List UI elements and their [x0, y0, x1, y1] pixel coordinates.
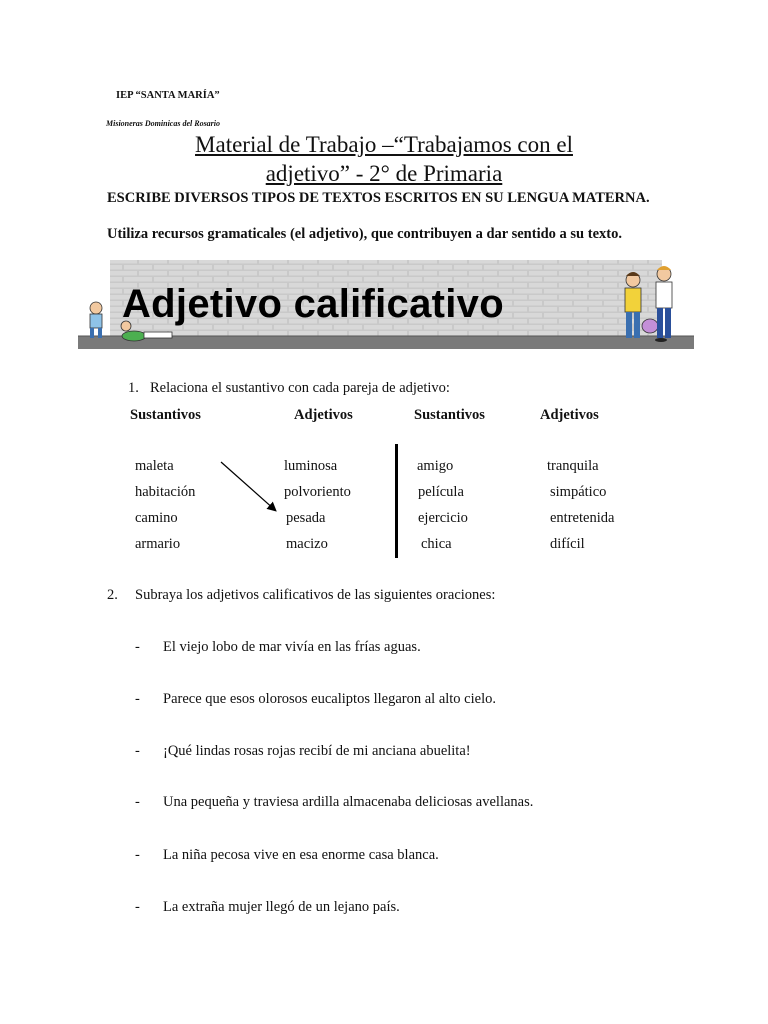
exercise-1-text: Relaciona el sustantivo con cada pareja de adjetivo: — [150, 380, 450, 396]
title-line-2: adjetivo” - 2° de Primaria — [265, 161, 503, 186]
religious-order: Misioneras Dominicas del Rosario — [106, 119, 221, 128]
exercise-1-number: 1. — [128, 380, 139, 396]
adjective-cell: polvoriento — [284, 484, 351, 500]
list-item: - Parece que esos olorosos eucaliptos llegaron al alto cielo. — [135, 691, 496, 707]
adjective-cell: luminosa — [284, 458, 338, 474]
noun-cell: ejercicio — [418, 510, 468, 526]
list-item: - ¡Qué lindas rosas rojas recibí de mi anciana abuelita! — [135, 743, 471, 759]
title-line-1: Material de Trabajo –“Trabajamos con el — [195, 132, 573, 157]
exercise-2-number: 2. — [107, 587, 118, 603]
header-sustantivos-1: Sustantivos — [130, 407, 201, 423]
header-adjetivos-2: Adjetivos — [540, 407, 599, 423]
header-adjetivos-1: Adjetivos — [294, 407, 353, 423]
example-arrow-icon — [215, 458, 285, 518]
list-item: - El viejo lobo de mar vivía en las frías aguas. — [135, 639, 421, 655]
adjective-cell: simpático — [550, 484, 607, 500]
sentence-text: El viejo lobo de mar vivía en las frías aguas. — [163, 639, 421, 655]
column-divider — [395, 444, 398, 558]
sentence-text: Una pequeña y traviesa ardilla almacenaba deliciosas avellanas. — [163, 794, 534, 810]
adjective-cell: macizo — [286, 536, 328, 552]
exercise-1-prompt — [128, 380, 450, 397]
exercise-2-prompt — [107, 587, 495, 604]
adjective-cell: entretenida — [550, 510, 615, 526]
school-name: IEP “SANTA MARÍA” — [116, 90, 220, 101]
list-item: - La niña pecosa vive en esa enorme casa blanca. — [135, 847, 439, 863]
noun-cell: habitación — [135, 484, 196, 500]
sentence-text: La extraña mujer llegó de un lejano país. — [163, 899, 400, 915]
noun-cell: maleta — [135, 458, 174, 474]
noun-cell: película — [418, 484, 464, 500]
page-title — [110, 130, 658, 188]
instruction-text: Utiliza recursos gramaticales (el adjetivo), que contribuyen a dar sentido a su texto. — [107, 226, 622, 242]
adjective-cell: tranquila — [547, 458, 599, 474]
noun-cell: chica — [421, 536, 452, 552]
noun-cell: camino — [135, 510, 178, 526]
exercise-2-text: Subraya los adjetivos calificativos de las siguientes oraciones: — [135, 587, 496, 603]
list-item: - La extraña mujer llegó de un lejano país. — [135, 899, 400, 915]
adjective-cell: difícil — [550, 536, 585, 552]
noun-cell: armario — [135, 536, 181, 552]
competence-statement: ESCRIBE DIVERSOS TIPOS DE TEXTOS ESCRITOS EN SU LENGUA MATERNA. — [107, 190, 650, 206]
list-item: - Una pequeña y traviesa ardilla almacenaba deliciosas avellanas. — [135, 794, 534, 810]
header-sustantivos-2: Sustantivos — [414, 407, 485, 423]
sentence-text: ¡Qué lindas rosas rojas recibí de mi anciana abuelita! — [163, 743, 471, 759]
sentence-text: La niña pecosa vive en esa enorme casa blanca. — [163, 847, 439, 863]
sentence-text: Parece que esos olorosos eucaliptos llegaron al alto cielo. — [163, 691, 496, 707]
banner-title: Adjetivo calificativo — [122, 282, 504, 326]
adjective-cell: pesada — [286, 510, 326, 526]
noun-cell: amigo — [417, 458, 454, 474]
